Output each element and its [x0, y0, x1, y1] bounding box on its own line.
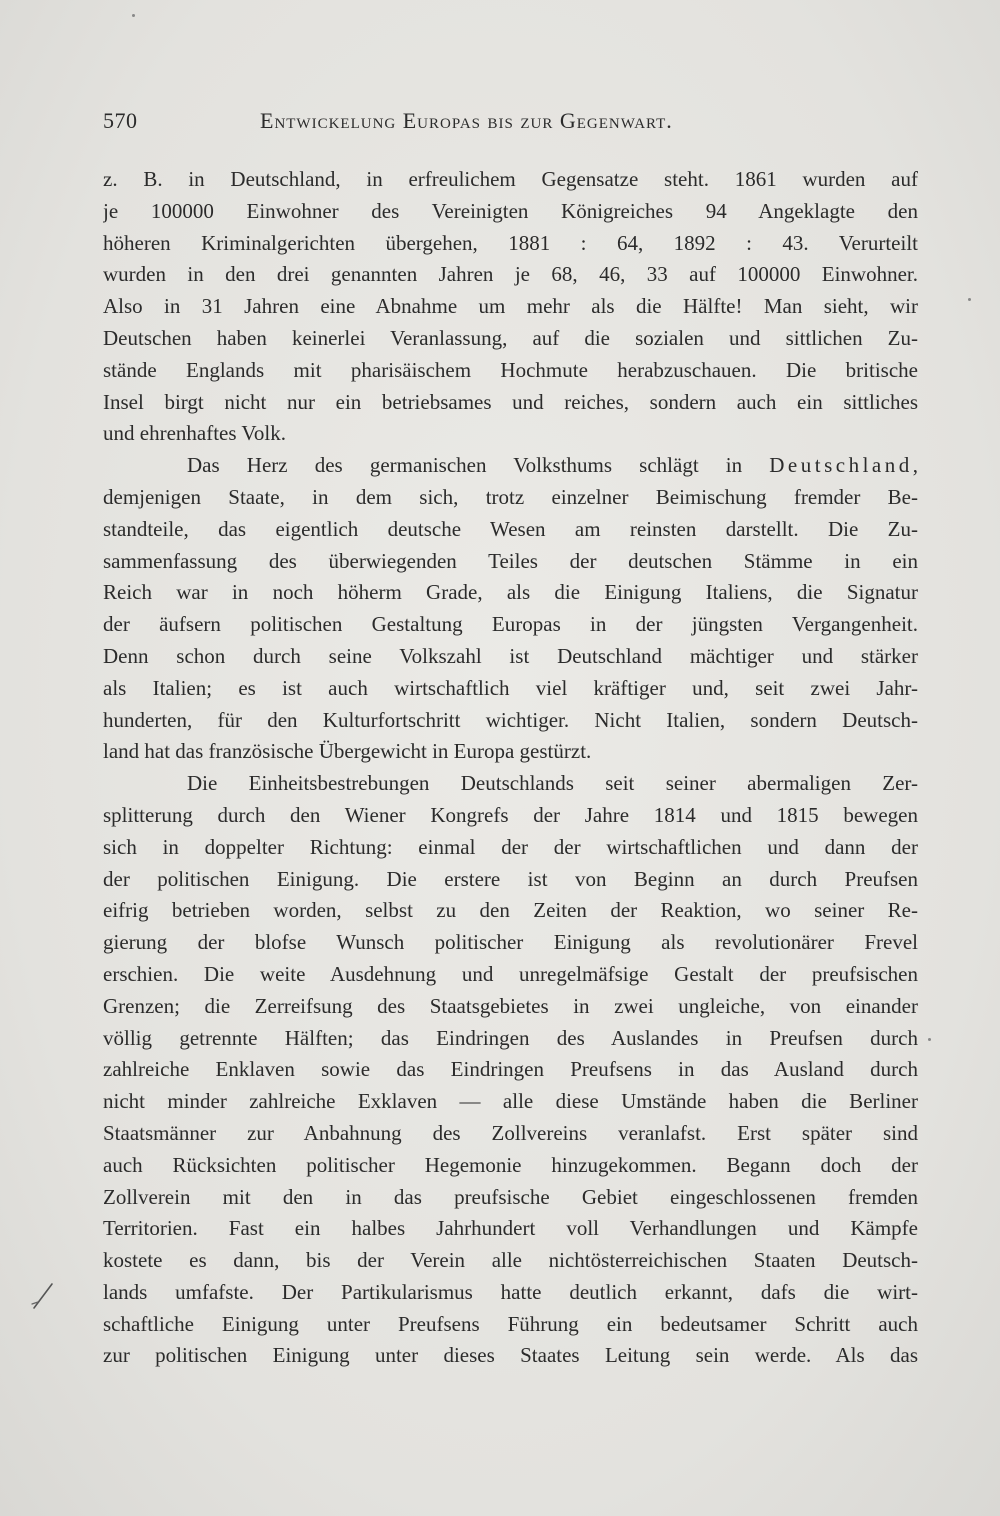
- text-line: völlig getrennte Hälften; das Eindringen des Auslandes in Preufsen durch: [103, 1025, 918, 1050]
- text-line: z. B. in Deutschland, in erfreulichem Gegensatze steht. 1861 wurden auf: [103, 167, 918, 191]
- page-header: [103, 108, 915, 148]
- speck-mark: [928, 1038, 931, 1041]
- text-line: der äufsern politischen Gestaltung Europas in der jüngsten Vergangenheit.: [103, 612, 918, 637]
- text-line: auch Rücksichten politischer Hegemonie hinzugekommen. Begann doch der: [103, 1152, 918, 1177]
- speck-mark: [132, 14, 135, 17]
- text-line: je 100000 Einwohner des Vereinigten Königreiches 94 Angeklagte den: [103, 198, 918, 223]
- text-line: standteile, das eigentlich deutsche Wesen am reinsten darstellt. Die Zu-: [103, 516, 918, 541]
- text-line: gierung der blofse Wunsch politischer Einigung als revolutionärer Frevel: [103, 930, 918, 955]
- text-line: Zollverein mit den in das preufsische Gebiet eingeschlossenen fremden: [103, 1184, 918, 1209]
- text-line: höheren Kriminalgerichten übergehen, 1881 : 64, 1892 : 43. Verurteilt: [103, 230, 918, 255]
- text-line: der politischen Einigung. Die erstere ist von Beginn an durch Preufsen: [103, 866, 918, 891]
- text-line: sammenfassung des überwiegenden Teiles der deutschen Stämme in ein: [103, 548, 918, 573]
- text-line: Grenzen; die Zerreifsung des Staatsgebietes in zwei ungleiche, von einander: [103, 993, 918, 1018]
- text-line: erschien. Die weite Ausdehnung und unregelmäfsige Gestalt der preufsischen: [103, 961, 918, 986]
- text-line: demjenigen Staate, in dem sich, trotz einzelner Beimischung fremder Be-: [103, 484, 918, 509]
- emphasized-word: Deutschland: [769, 453, 913, 478]
- text-line: splitterung durch den Wiener Kongrefs der Jahre 1814 und 1815 bewegen: [103, 802, 918, 827]
- text-line: Deutschen haben keinerlei Veranlassung, auf die sozialen und sittlichen Zu-: [103, 325, 918, 350]
- text-line: Reich war in noch höherm Grade, als die Einigung Italiens, die Signatur: [103, 580, 918, 605]
- text-line: eifrig betrieben worden, selbst zu den Zeiten der Reaktion, wo seiner Re-: [103, 898, 918, 923]
- running-title: Entwickelung Europas bis zur Gegenwart.: [260, 108, 673, 133]
- page-number: 570: [103, 108, 138, 133]
- text-line: nicht minder zahlreiche Exklaven — alle diese Umstände haben die Berliner: [103, 1089, 918, 1114]
- text-segment: Das Herz des germanischen Volksthums schlägt in: [187, 453, 770, 478]
- text-line: lands umfafste. Der Partikularismus hatte deutlich erkannt, dafs die wirt-: [103, 1279, 918, 1304]
- text-line: Also in 31 Jahren eine Abnahme um mehr als die Hälfte! Man sieht, wir: [103, 294, 918, 319]
- text-line: wurden in den drei genannten Jahren je 68, 46, 33 auf 100000 Einwohner.: [103, 262, 918, 287]
- text-line: Staatsmänner zur Anbahnung des Zollvereins veranlafst. Erst später sind: [103, 1120, 918, 1145]
- text-line: [103, 450, 918, 482]
- text-line: und ehrenhaftes Volk.: [103, 421, 286, 446]
- text-line: kostete es dann, bis der Verein alle nichtösterreichischen Staaten Deutsch-: [103, 1248, 918, 1273]
- text-line: Die Einheitsbestrebungen Deutschlands seit seiner abermaligen Zer-: [187, 771, 918, 796]
- text-line: land hat das französische Übergewicht in Europa gestürzt.: [103, 739, 592, 764]
- text-line: schaftliche Einigung unter Preufsens Führung ein bedeutsamer Schritt auch: [103, 1311, 918, 1336]
- text-line: stände Englands mit pharisäischem Hochmute herabzuschauen. Die britische: [103, 357, 918, 382]
- text-line: hunderten, für den Kulturfortschritt wichtiger. Nicht Italien, sondern Deutsch-: [103, 707, 918, 732]
- text-line: sich in doppelter Richtung: einmal der der wirtschaftlichen und dann der: [103, 834, 918, 859]
- text-segment: ,: [912, 453, 918, 478]
- text-line: Denn schon durch seine Volkszahl ist Deutschland mächtiger und stärker: [103, 643, 918, 668]
- speck-mark: [968, 298, 971, 301]
- text-line: zahlreiche Enklaven sowie das Eindringen Preufsens in das Ausland durch: [103, 1057, 918, 1082]
- text-line: zur politischen Einigung unter dieses Staates Leitung sein werde. Als das: [103, 1343, 918, 1368]
- pencil-mark: [30, 1280, 56, 1310]
- text-line: als Italien; es ist auch wirtschaftlich viel kräftiger und, seit zwei Jahr-: [103, 675, 918, 700]
- text-line: Territorien. Fast ein halbes Jahrhundert voll Verhandlungen und Kämpfe: [103, 1216, 918, 1241]
- body-text: [103, 164, 918, 1372]
- text-line: Insel birgt nicht nur ein betriebsames und reiches, sondern auch ein sittliches: [103, 389, 918, 414]
